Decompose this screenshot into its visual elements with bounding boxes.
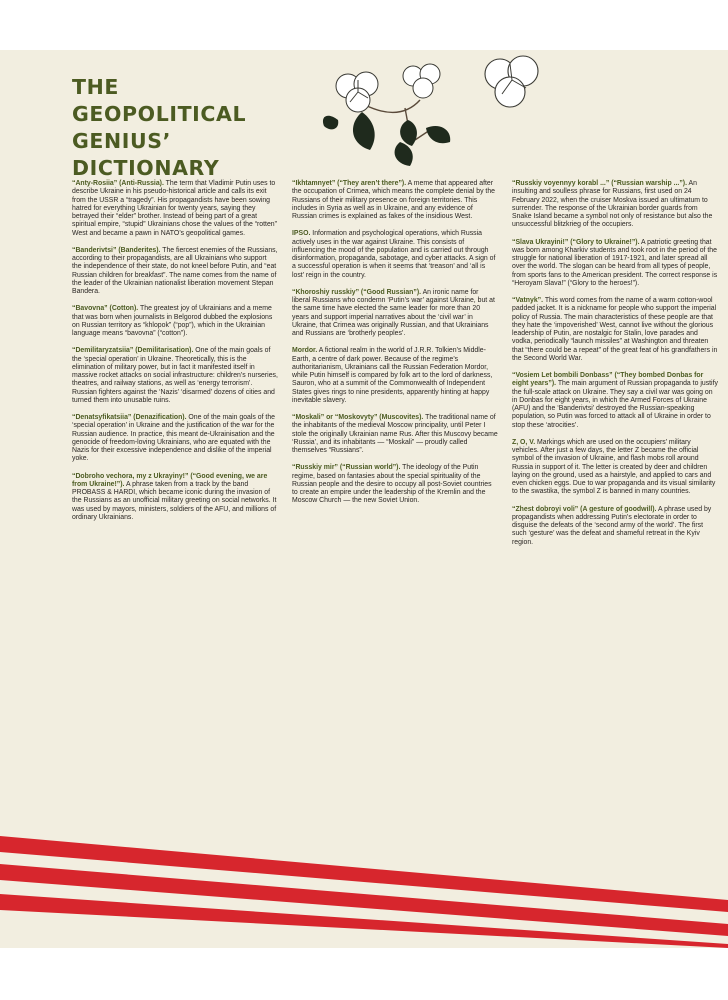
dictionary-entry bbox=[72, 247, 278, 297]
entry-term: “Bavovna” (Cotton). bbox=[72, 305, 139, 313]
column-2 bbox=[292, 180, 498, 515]
entry-definition: A phrase taken from a track by the band PROBASS & HARDI, which became iconic during the invasion of the Russians as an unofficial military greeting on social networks. It was used by mayors, ministers, soldiers of the AFU, and millions of ordinary Ukrainians. bbox=[72, 480, 277, 521]
title-line: DICTIONARY bbox=[72, 156, 220, 180]
dictionary-entry bbox=[512, 439, 718, 497]
entry-term: “Ikhtamnyet” (“They aren’t there”). bbox=[292, 180, 407, 187]
title-line: GEOPOLITICAL bbox=[72, 102, 247, 126]
cotton-boll-icon bbox=[403, 64, 440, 98]
dictionary-entry bbox=[512, 506, 718, 547]
dictionary-entry bbox=[292, 230, 498, 280]
red-stripes bbox=[0, 828, 728, 948]
dictionary-entry bbox=[292, 414, 498, 455]
entry-definition: An insulting and soulless phrase for Russians, first used on 24 February 2022, when the cruiser Moskva issued an ultimatum to surrender. The response of the Ukrainian border guards from Snake Island became a symbol not only of resistance but also the unsuccessful blitzkrieg of the occupiers. bbox=[512, 180, 713, 229]
entry-term: “Russkiy voyennyy korabl ...” (“Russian warship ...”). bbox=[512, 180, 687, 187]
column-1 bbox=[72, 180, 278, 531]
cotton-illustration bbox=[300, 50, 560, 200]
dictionary-entry bbox=[72, 414, 278, 464]
dictionary-entry bbox=[292, 464, 498, 505]
entry-definition: One of the main goals of the ‘special operation’ in Ukraine. Theoretically, this is the elimination of military power, but in fact it manifested itself in massive rocket attacks on social infrastructure: children’s nurseries, theatres, and railway stations, as well as ‘energy terrorism’. Russian fighters against the ‘Nazis’ ‘disarmed’ dozens of cities and turned them into unusable ruins. bbox=[72, 347, 278, 404]
dictionary-entry bbox=[72, 473, 278, 523]
entry-definition: One of the main goals of the ‘special operation’ in Ukraine and the justification of the war for the Russian audience. In practice, this meant de-Ukrainisation and the genocide of freedom-loving Ukrainians, who are equated with the Nazis for their excessive independence and dislike of the imperial yoke. bbox=[72, 414, 275, 463]
entry-term: “Khoroshiy russkiy” (“Good Russian”). bbox=[292, 288, 422, 296]
entry-term: Mordor. bbox=[292, 347, 318, 355]
entry-definition: This word comes from the name of a warm cotton-wool padded jacket. It is a nickname for people who support the imperial policy of Russia. The main characteristics of these people are that they hate the ‘impoverished’ West, cannot live without the glorious leadership of Putin, are nostalgic for Stalin, love parades and vodka, periodically “launch missiles” at Washington and threaten that “there could be a repeat” of the great feat of his grandfathers in the Second World War. bbox=[512, 297, 718, 362]
leaf-icon bbox=[323, 112, 450, 166]
dictionary-entry bbox=[512, 297, 718, 363]
entry-term: “Moskali” or “Moskovyty” (Muscovites). bbox=[292, 414, 424, 421]
dictionary-entry bbox=[512, 239, 718, 289]
column-3 bbox=[512, 180, 718, 556]
cotton-boll-icon bbox=[485, 56, 538, 107]
entry-term: “Anty-Rosiia” (Anti-Russia). bbox=[72, 180, 164, 187]
entry-definition: An ironic name for liberal Russians who condemn ‘Putin’s war’ against Ukraine, but at the same time have elected the same leader for more than 20 years and support imperial narratives about the ‘civil war’ in Ukraine, that Crimea was originally Russian, and that Ukrainians and Russians are ‘brotherly peoples’. bbox=[292, 288, 495, 337]
entry-term: “Banderivtsi” (Banderites). bbox=[72, 246, 161, 254]
entry-term: Z, O, V. bbox=[512, 438, 536, 446]
dictionary-entry bbox=[292, 347, 498, 405]
entry-definition: The traditional name of the inhabitants of the medieval Moscow principality, until Peter I stole the originally Ukrainian name Rus. After this Muscovy became ‘Russia’, and its inhabitants — “Moskali” — proudly called themselves “Russians”. bbox=[292, 414, 498, 454]
entry-definition: A patriotic greeting that was born among Kharkiv students and took root in the period of the struggle for national liberation of 1917-1921, and later spread all over the world. The slogan can be heard from all types of people, from sports fans to the American president. The correct response is “Heroyam Slava!” (“Glory to the heroes!”). bbox=[512, 238, 718, 287]
entry-definition: Markings which are used on the occupiers’ military vehicles. After just a few days, the letter Z became the official symbol of the invasion of Ukraine, and flash mobs roll around Russia in support of it. The letter is created by deer and children laying on the ground, used as a hairstyle, and applied to cars and even chicken eggs. Due to war propaganda and its visual similarity to the swastika, the symbol Z is banned in many countries. bbox=[512, 438, 716, 496]
entry-term: “Dobroho vechora, my z Ukrayiny!” (“Good evening, we are from Ukraine!”). bbox=[72, 472, 268, 488]
entry-term: “Russkiy mir” (“Russian world”). bbox=[292, 464, 401, 472]
entry-term: “Zhest dobroyi voli” (A gesture of goodwill). bbox=[512, 505, 657, 513]
cotton-boll-icon bbox=[336, 72, 378, 112]
title-line: GENIUS’ bbox=[72, 129, 172, 153]
entry-definition: The main argument of Russian propaganda to justify the full-scale attack on Ukraine. They say a civil war was going on in Donbas for eight years, in which the Armed Forces of Ukraine (AFU) and the ‘Banderivtsi’ destroyed the Russian-speaking population, so Putin was forced to attack all of Ukraine in order to stop these ‘atrocities’. bbox=[512, 380, 718, 429]
entry-definition: The term that Vladimir Putin uses to describe Ukraine in his pseudo-historical article and calls its exit from the USSR a “tragedy”. His propagandists have been sowing hatred for everything Ukrainian for twenty years, saying they betrayed their “elder” brother. Instead of being part of a great spiritual empire, “stupid” Ukrainians chose the values of the “rotten” West and became a pawn in NATO’s geopolitical games. bbox=[72, 180, 277, 237]
dictionary-entry bbox=[512, 180, 718, 230]
dictionary-entry bbox=[72, 305, 278, 338]
entry-term: “Vatnyk”. bbox=[512, 297, 544, 304]
entry-term: IPSO. bbox=[292, 230, 311, 238]
entry-term: “Slava Ukrayini!” (“Glory to Ukraine!”). bbox=[512, 238, 640, 246]
dictionary-entry bbox=[72, 180, 278, 238]
entry-definition: Information and psychological operations, which Russia actively uses in the war against Ukraine. This consists of influencing the mood of the population and is carried out through disinformation, propaganda, sabotage, and cyber attacks. A sign of a successful operation is when it seems that ‘treason’ and ‘all is lost’ reign in the country. bbox=[292, 230, 496, 279]
page-title bbox=[72, 74, 272, 182]
stem-icon bbox=[365, 100, 430, 140]
entry-definition: The fiercest enemies of the Russians, according to their propagandists, are all Ukrainians who support the independence of their state, do not kneel before Putin, and “eat Russian children for breakfast”. The name comes from the name of the leader of the Ukrainian nationalist liberation movement Stepan Bandera. bbox=[72, 246, 278, 295]
entry-definition: A phrase used by propagandists when addressing Putin’s electorate in order to disguise the defeats of the ‘second army of the world’. The first such ‘gesture’ was the defeat and shameful retreat in the Kyiv region. bbox=[512, 505, 712, 546]
entry-term: “Denatsyfikatsiia” (Denazification). bbox=[72, 414, 187, 421]
dictionary-entry bbox=[292, 289, 498, 339]
title-line: THE bbox=[72, 75, 119, 99]
dictionary-entry bbox=[72, 347, 278, 405]
entry-term: “Demilitaryzatsiia” (Demilitarisation). bbox=[72, 347, 194, 355]
dictionary-entry bbox=[512, 372, 718, 430]
dictionary-page bbox=[0, 50, 728, 948]
entry-definition: A meme that appeared after the occupation of Crimea, which means the complete denial by the Russians of their military presence on foreign territories. This includes in Syria as well as in Ukraine, and any evidence of Russian crimes is explained as fakes of the insidious West. bbox=[292, 180, 496, 220]
entry-definition: The greatest joy of Ukrainians and a meme that was born when journalists in Belgorod dubbed the explosions on Russian territory as “khlopok” (“pop”), which in the Ukrainian language means “bavovna” (“cotton”). bbox=[72, 305, 273, 337]
entry-definition: The ideology of the Putin regime, based on fantasies about the special spirituality of the Russian people and the desire to occupy all post-Soviet countries to create an empire under the leadership of the Kremlin and the Moscow Church — the new Soviet Union. bbox=[292, 464, 492, 505]
dictionary-entry bbox=[292, 180, 498, 221]
entry-term: “Vosiem Let bombili Donbass” (“They bombed Donbas for eight years”). bbox=[512, 372, 704, 388]
entry-definition: A fictional realm in the world of J.R.R. Tolkien’s Middle-Earth, a centre of dark power. Because of the regime’s authoritarianism, Ukrainians call the Russian Federation Mordor, while Putin himself is compared by folk art to the lord of darkness, Sauron, who at a summit of the Commonwealth of Independent States gives rings to nine presidents, apparently hinting at happy inevitable slavery. bbox=[292, 347, 493, 404]
